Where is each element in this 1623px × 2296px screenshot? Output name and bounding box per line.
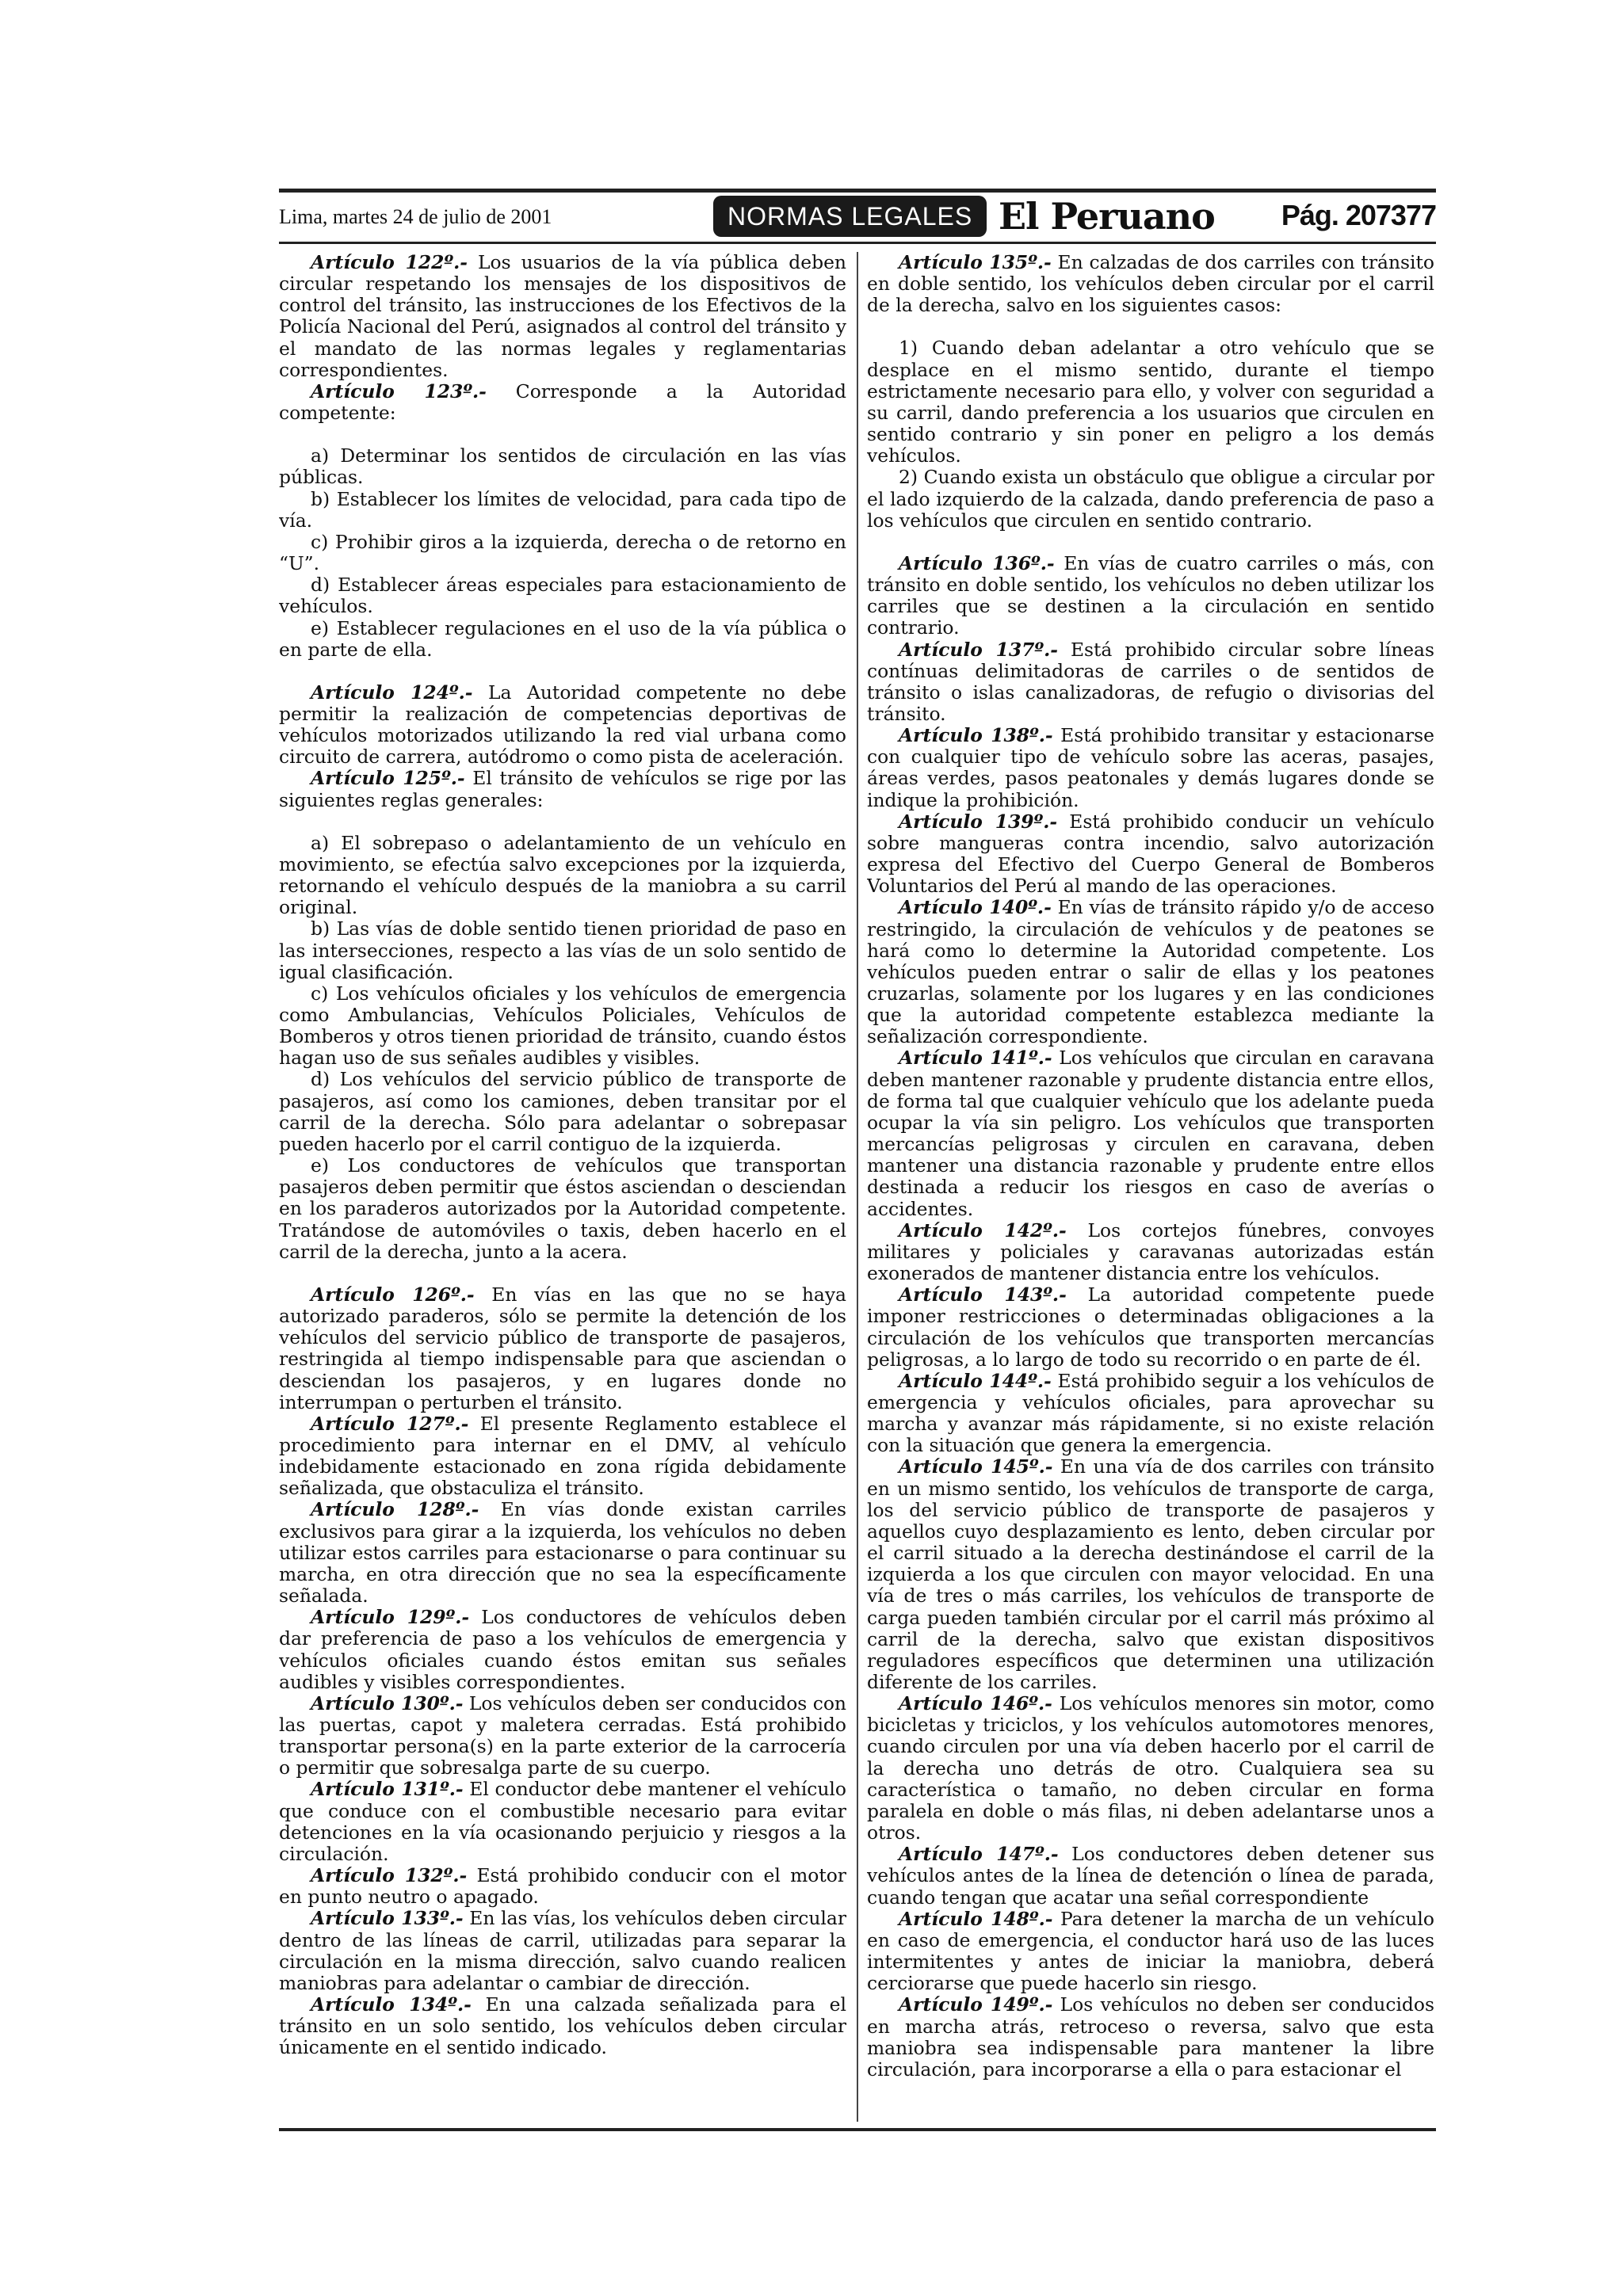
paragraph-text: Corresponde a la Autoridad competente:	[279, 379, 846, 425]
paragraph-text: Para detener la marcha de un vehículo en caso de emergencia, el conductor hará uso de las luces intermitentes y antes de iniciar la maniobra, deberá cerciorarse que puede hacerlo sin riesgo.	[867, 1907, 1434, 1995]
paragraph-text: Está prohibido transitar y estacionarse con cualquier tipo de vehículo sobre las aceras, pasajes, áreas verdes, pasos peatonales y demás lugares donde se indique la prohibición.	[867, 724, 1434, 811]
article-heading: Artículo 123º.-	[311, 379, 487, 402]
paragraph-text: En una vía de dos carriles con tránsito en un mismo sentido, los vehículos de transporte de carga, los del servicio público de transporte de pasajeros y aquellos cuyo desplazamiento es lento, deben circular por el carril situado a la derecha destinándose el carril de la izquierda a los que circulen con mayor velocidad. En una vía de tres o más carriles, los vehículos de transporte de carga pueden también circular por el carril más próximo al carril de la derecha, salvo que existan dispositivos reguladores específicos que determinen una utilización diferente de los carriles.	[867, 1455, 1434, 1693]
article-heading: Artículo 133º.-	[311, 1907, 464, 1930]
article-paragraph	[279, 682, 846, 769]
article-heading: Artículo 143º.-	[899, 1283, 1067, 1306]
article-paragraph	[867, 1693, 1434, 1844]
list-item	[279, 532, 846, 574]
article-paragraph	[279, 252, 846, 381]
article-heading: Artículo 148º.-	[899, 1907, 1053, 1930]
article-paragraph	[279, 1994, 846, 2058]
list-item	[279, 574, 846, 617]
column-divider	[857, 252, 858, 2122]
article-heading: Artículo 146º.-	[899, 1692, 1052, 1715]
article-paragraph	[867, 1284, 1434, 1371]
article-heading: Artículo 138º.-	[899, 724, 1053, 747]
paragraph-text: 2) Cuando exista un obstáculo que obligue a circular por el lado izquierdo de la calzada, dando preferencia de paso a los vehículos que circulen en sentido contrario.	[867, 466, 1434, 532]
paragraph-text: c) Prohibir giros a la izquierda, derecha o de retorno en “U”.	[279, 530, 846, 575]
paragraph-text: En las vías, los vehículos deben circular dentro de las líneas de carril, utilizadas para separar la circulación en la misma dirección, salvo cuando realicen maniobras para adelantar o cambiar de dirección.	[279, 1907, 846, 1994]
paragraph-text: Está prohibido conducir con el motor en punto neutro o apagado.	[279, 1864, 846, 1909]
article-paragraph	[867, 1844, 1434, 1908]
masthead-logo: El Peruano	[999, 195, 1215, 238]
paragraph-text: Los vehículos deben ser conducidos con las puertas, capot y maletera cerradas. Está prohibido transportar persona(s) en la parte exterior de la carrocería o permitir que sobresalga parte de su cuerpo.	[279, 1691, 846, 1779]
paragraph-text: En vías en las que no se haya autorizado paraderos, sólo se permite la detención de los vehículos del servicio público de transporte de pasajeros, restringida al tiempo indispensable para que asciendan o desciendan los pasajeros, y en lugares donde no interrumpan o perturben el tránsito.	[279, 1283, 846, 1413]
article-heading: Artículo 127º.-	[311, 1412, 469, 1435]
article-heading: Artículo 124º.-	[311, 681, 473, 704]
paragraph-text: Los vehículos no deben ser conducidos en marcha atrás, retroceso o reversa, salvo que esta maniobra sea indispensable para mantener la libre circulación, para incorporarse a ella o para estacionar el	[867, 1993, 1434, 2081]
article-paragraph	[867, 639, 1434, 726]
page-number: Pág. 207377	[1281, 199, 1436, 231]
article-paragraph	[279, 1499, 846, 1607]
paragraph-text: Los conductores deben detener sus vehículos antes de la línea de detención o línea de parada, cuando tengan que acatar una señal correspondiente	[867, 1843, 1434, 1909]
section-badge: NORMAS LEGALES	[713, 196, 987, 237]
list-item	[279, 1155, 846, 1263]
list-item	[279, 618, 846, 661]
article-heading: Artículo 134º.-	[311, 1993, 472, 2016]
paragraph-text: Está prohibido circular sobre líneas contínuas delimitadoras de carriles o de sentidos de tránsito o islas canalizadoras, de refugio o divisorias del tránsito.	[867, 638, 1434, 725]
article-heading: Artículo 126º.-	[311, 1283, 475, 1306]
article-paragraph	[279, 1779, 846, 1865]
article-paragraph	[867, 553, 1434, 639]
article-paragraph	[279, 1413, 846, 1500]
article-paragraph	[279, 1607, 846, 1693]
paragraph-text: El conductor debe mantener el vehículo que conduce con el combustible necesario para evitar detenciones en la vía ocasionando perjuicio y riesgos a la circulación.	[279, 1778, 846, 1865]
article-paragraph	[867, 1909, 1434, 1995]
paragraph-text: Los cortejos fúnebres, convoyes militares y policiales y caravanas autorizadas están exonerados de mantener distancia entre los vehículos.	[867, 1219, 1434, 1285]
article-heading: Artículo 125º.-	[311, 767, 465, 790]
article-paragraph	[867, 252, 1434, 316]
paragraph-text: a) Determinar los sentidos de circulación en las vías públicas.	[279, 444, 846, 489]
list-item	[279, 489, 846, 532]
article-heading: Artículo 144º.-	[899, 1369, 1052, 1392]
article-heading: Artículo 139º.-	[899, 810, 1058, 833]
list-item	[279, 833, 846, 919]
paragraph-text: El presente Reglamento establece el procedimiento para internar en el DMV, al vehículo indebidamente estacionado en zona rígida debidamente señalizada, que obstaculiza el tránsito.	[279, 1412, 846, 1500]
paragraph-text: Los vehículos que circulan en caravana deben mantener razonable y prudente distancia entre ellos, de forma tal que cualquier vehículo que los adelante pueda ocupar la vía sin peligro. Los vehículos que transporten mercancías peligrosas y circulen en caravana, deben mantener una distancia razonable y prudente entre ellos destinada a reducir los riesgos en caso de averías o accidentes.	[867, 1047, 1434, 1220]
paragraph-text: En una calzada señalizada para el tránsito en un solo sentido, los vehículos deben circular únicamente en el sentido indicado.	[279, 1993, 846, 2059]
article-heading: Artículo 132º.-	[311, 1864, 468, 1887]
article-paragraph	[279, 381, 846, 424]
article-heading: Artículo 140º.-	[899, 896, 1052, 919]
footer-rule	[279, 2128, 1436, 2131]
paragraph-text: Está prohibido conducir un vehículo sobre mangueras contra incendio, salvo autorización expresa del Efectivo del Cuerpo General de Bomberos Voluntarios del Perú al mando de las operaciones.	[867, 810, 1434, 898]
left-column	[279, 252, 846, 2122]
paragraph-text: b) Las vías de doble sentido tienen prioridad de paso en las intersecciones, respecto a las vías de un solo sentido de igual clasificación.	[279, 917, 846, 983]
article-paragraph	[867, 1994, 1434, 2081]
header-date: Lima, martes 24 de julio de 2001	[279, 205, 552, 228]
paragraph-text: d) Los vehículos del servicio público de transporte de pasajeros, así como los camiones, deben transitar por el carril de la derecha. Sólo para adelantar o sobrepasar pueden hacerlo por el carril contiguo de la izquierda.	[279, 1068, 846, 1155]
article-paragraph	[867, 1371, 1434, 1457]
list-item	[279, 983, 846, 1070]
paragraph-text: c) Los vehículos oficiales y los vehículos de emergencia como Ambulancias, Vehículos Policiales, Vehículos de Bomberos y otros tienen prioridad de tránsito, cuando éstos hagan uso de sus señales audibles y visibles.	[279, 982, 846, 1070]
article-paragraph	[867, 897, 1434, 1047]
article-paragraph	[279, 768, 846, 810]
paragraph-text: La Autoridad competente no debe permitir la realización de competencias deportivas de vehículos motorizados utilizando la red vial urbana como circuito de carrera, autódromo o como pista de aceleración.	[279, 681, 846, 769]
article-heading: Artículo 122º.-	[311, 252, 468, 273]
article-heading: Artículo 145º.-	[899, 1455, 1053, 1478]
article-heading: Artículo 131º.-	[311, 1778, 464, 1801]
article-heading: Artículo 130º.-	[311, 1691, 464, 1714]
paragraph-text: En vías de cuatro carriles o más, con tránsito en doble sentido, los vehículos no deben utilizar los carriles que se destinen a la circulación en sentido contrario.	[867, 551, 1434, 639]
paragraph-text: a) El sobrepaso o adelantamiento de un vehículo en movimiento, se efectúa salvo excepciones por la izquierda, retornando el vehículo después de la maniobra a su carril original.	[279, 831, 846, 919]
paragraph-text: El tránsito de vehículos se rige por las siguientes reglas generales:	[279, 767, 846, 811]
article-heading: Artículo 136º.-	[899, 551, 1055, 574]
article-paragraph	[867, 1220, 1434, 1284]
paragraph-text: La autoridad competente puede imponer restricciones o determinadas obligaciones a la circulación de los vehículos que transporten mercancías peligrosas, a lo largo de todo su recorrido o en parte de él.	[867, 1283, 1434, 1371]
article-heading: Artículo 147º.-	[899, 1843, 1059, 1866]
article-paragraph	[867, 1047, 1434, 1219]
list-item	[279, 918, 846, 982]
paragraph-text: e) Establecer regulaciones en el uso de la vía pública o en parte de ella.	[279, 616, 846, 661]
paragraph-text: b) Establecer los límites de velocidad, para cada tipo de vía.	[279, 487, 846, 532]
list-item	[867, 338, 1434, 467]
article-heading: Artículo 137º.-	[899, 638, 1058, 661]
list-item	[867, 467, 1434, 531]
article-heading: Artículo 129º.-	[311, 1606, 470, 1629]
article-paragraph	[279, 1693, 846, 1779]
article-paragraph	[867, 725, 1434, 811]
page-header	[279, 189, 1436, 244]
paragraph-text: En vías de tránsito rápido y/o de acceso restringido, la circulación de vehículos y de peatones se hará como lo determine la Autoridad competente. Los vehículos pueden entrar o salir de ellas y los peatones cruzarlas, solamente por los lugares y en las condiciones que la autoridad competente establezca mediante la señalización correspondiente.	[867, 896, 1434, 1048]
article-paragraph	[867, 1456, 1434, 1693]
paragraph-text: Los usuarios de la vía pública deben circular respetando los mensajes de los dispositivos de control del tránsito, las instrucciones de los Efectivos de la Policía Nacional del Perú, asignados al control del tránsito y el mandato de las normas legales y reglamentarias correspondientes.	[279, 252, 846, 381]
paragraph-text: Los conductores de vehículos deben dar preferencia de paso a los vehículos de emergencia y vehículos oficiales cuando éstos emitan sus señales audibles y visibles correspondientes.	[279, 1606, 846, 1693]
list-item	[279, 445, 846, 488]
paragraph-text: 1) Cuando deban adelantar a otro vehículo que se desplace en el mismo sentido, durante el tiempo estrictamente necesario para ello, y volver con seguridad a su carril, dando preferencia a los usuarios que circulen en sentido contrario y sin poner en peligro a los demás vehículos.	[867, 337, 1434, 467]
paragraph-text: En vías donde existan carriles exclusivos para girar a la izquierda, los vehículos no deben utilizar estos carriles para estacionarse o para continuar su marcha, en otra dirección que no sea la específicamente señalada.	[279, 1498, 846, 1608]
paragraph-text: En calzadas de dos carriles con tránsito en doble sentido, los vehículos deben circular por el carril de la derecha, salvo en los siguientes casos:	[867, 252, 1434, 317]
article-paragraph	[279, 1908, 846, 1994]
paragraph-text: Está prohibido seguir a los vehículos de emergencia y vehículos oficiales, para aprovechar su marcha y avanzar más rápidamente, si no existe relación con la situación que genera la emergencia.	[867, 1369, 1434, 1457]
article-heading: Artículo 128º.-	[311, 1498, 479, 1521]
paragraph-text: e) Los conductores de vehículos que transportan pasajeros deben permitir que éstos asciendan o desciendan en los paraderos autorizados por la Autoridad competente. Tratándose de automóviles o taxis, deben hacerlo en el carril de la derecha, junto a la acera.	[279, 1154, 846, 1263]
paragraph-text: Los vehículos menores sin motor, como bicicletas y triciclos, y los vehículos automotores menores, cuando circulen por una vía deben hacerlo por el carril de la derecha uno detrás de otro. Cualquiera sea su característica o tamaño, no deben circular en forma paralela en doble o más filas, ni deben adelantarse unos a otros.	[867, 1692, 1434, 1844]
article-paragraph	[279, 1284, 846, 1413]
article-heading: Artículo 149º.-	[899, 1993, 1053, 2016]
article-paragraph	[279, 1865, 846, 1908]
list-item	[279, 1069, 846, 1155]
article-paragraph	[867, 811, 1434, 898]
paragraph-text: d) Establecer áreas especiales para estacionamiento de vehículos.	[279, 574, 846, 618]
article-heading: Artículo 142º.-	[899, 1219, 1067, 1241]
article-heading: Artículo 141º.-	[899, 1047, 1052, 1070]
right-column	[867, 252, 1434, 2122]
article-heading: Artículo 135º.-	[899, 252, 1052, 273]
